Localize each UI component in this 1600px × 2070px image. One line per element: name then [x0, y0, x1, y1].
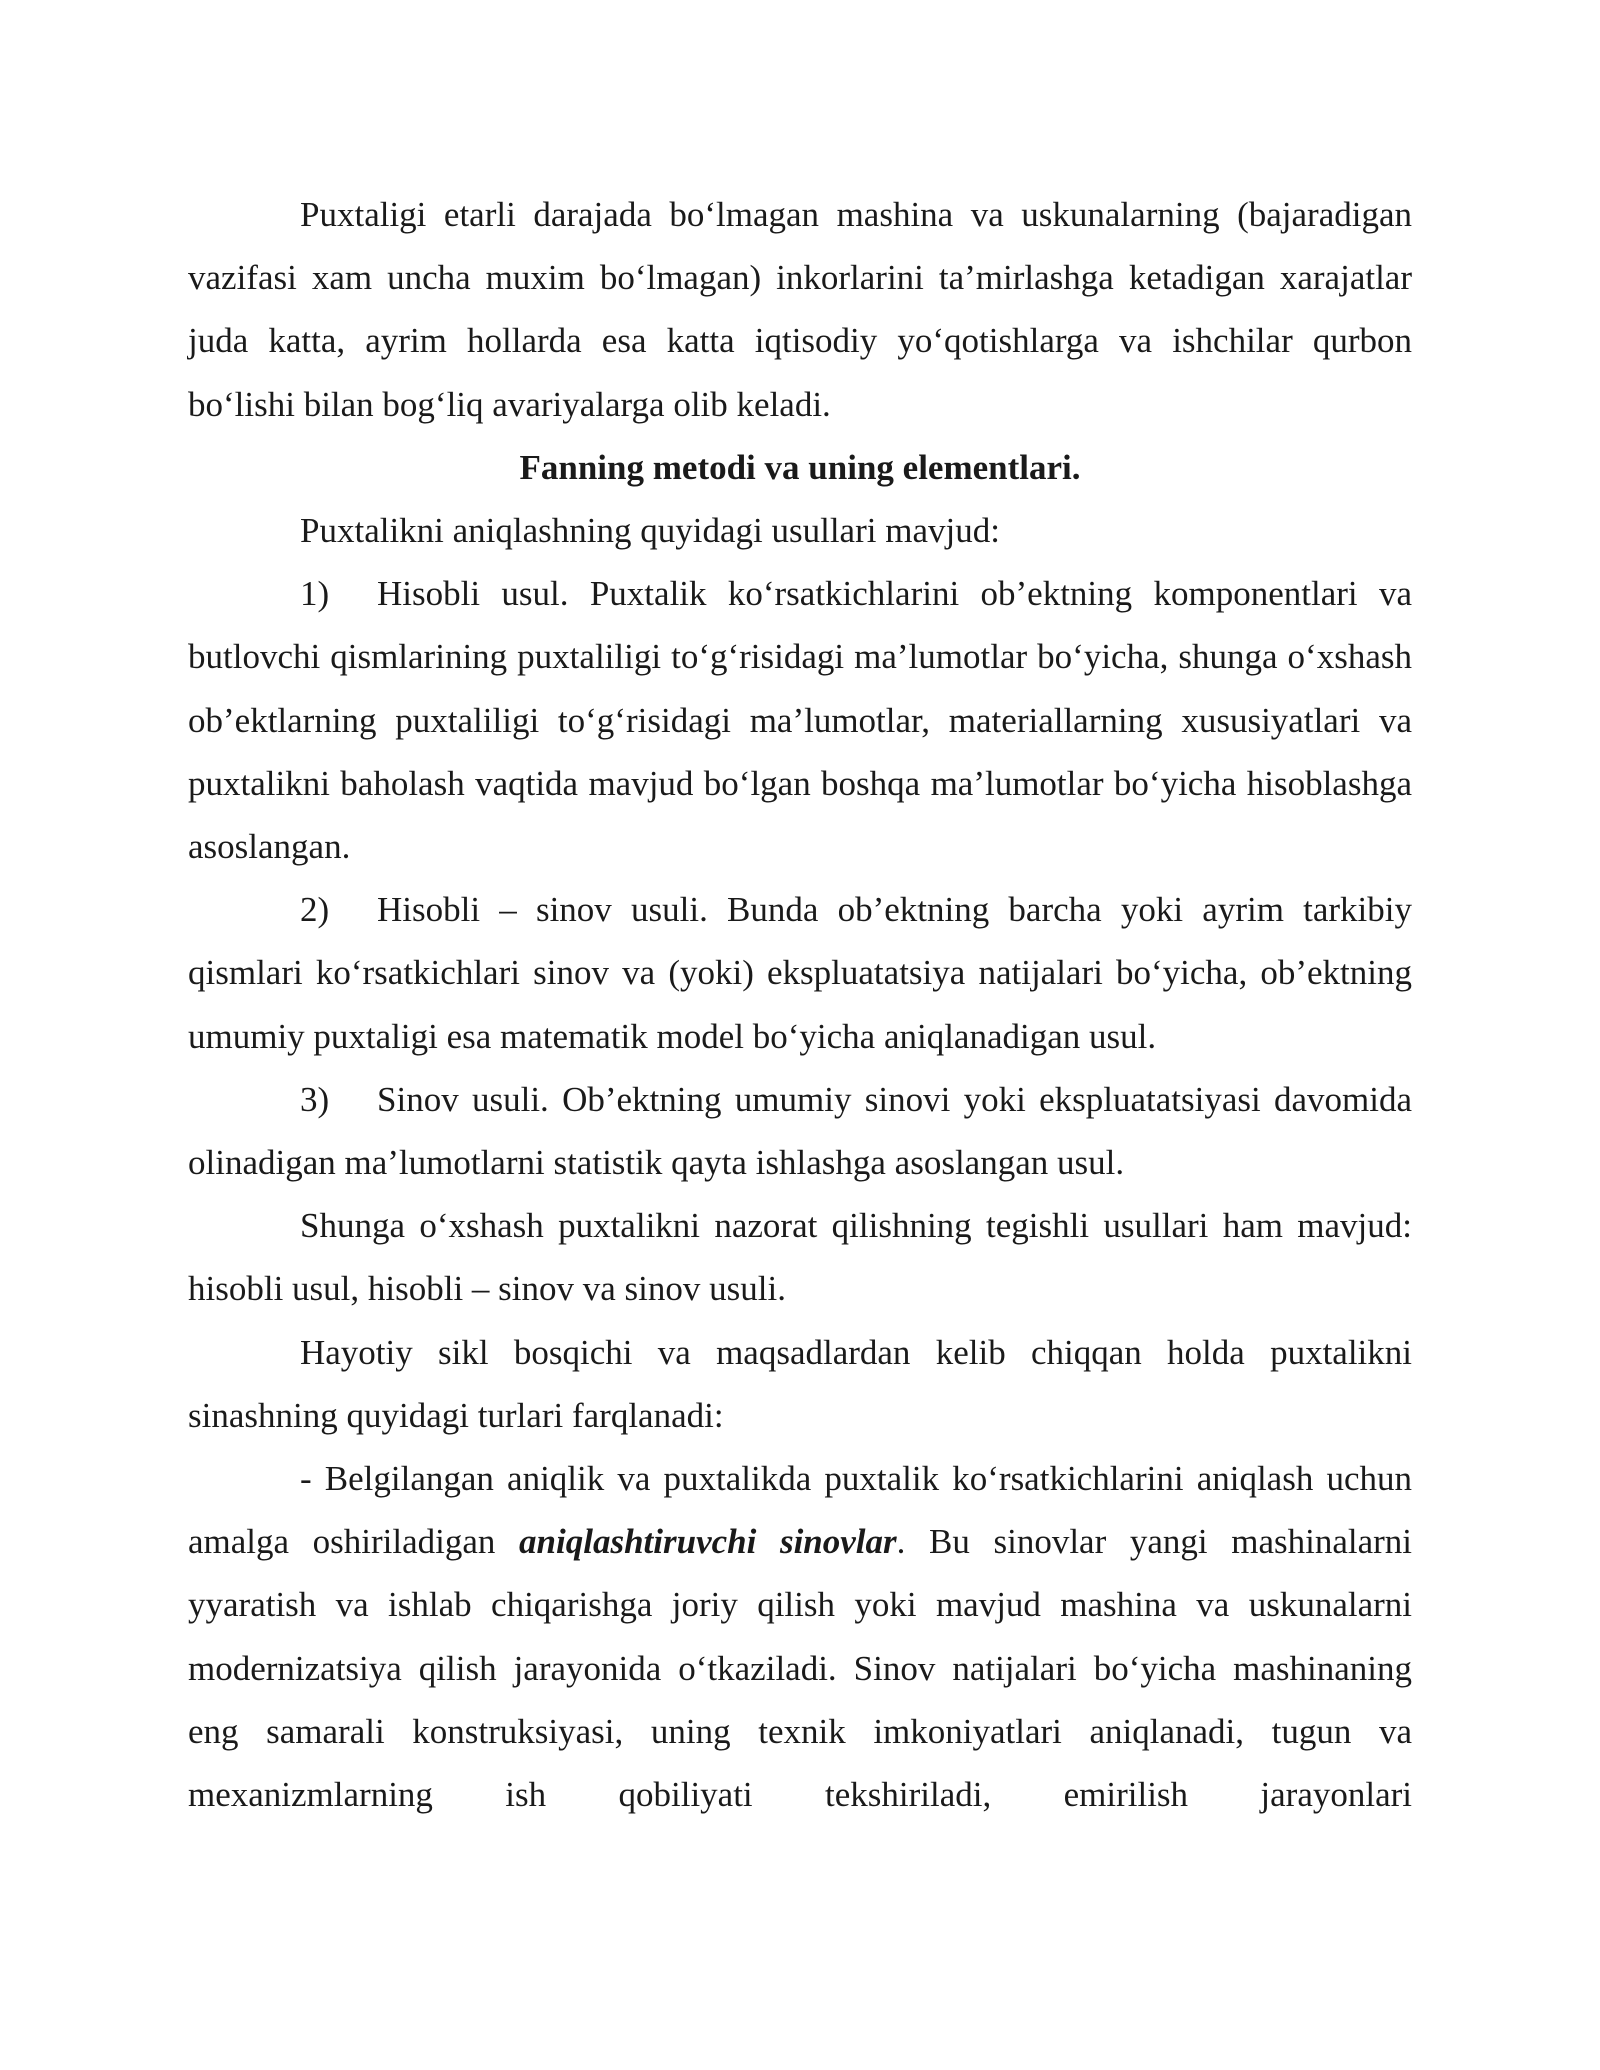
refining-tests-start: - Belgilangan aniqlik va puxtalikda puxtalik ko‘rsatkichlarini aniqlash uchun amalga oshiriladigan [188, 1459, 1412, 1562]
list-text-1: Hisobli usul. Puxtalik ko‘rsatkichlarini ob’ektning komponentlari va butlovchi qismlarining puxtaliligi to‘g‘risidagi ma’lumotlar bo‘yicha, shunga o‘xshash ob’ektlarning puxtaliligi to‘g‘risidagi ma’lumotlar, materiallarning xususiyatlari va puxtalikni baholash vaqtida mavjud bo‘lgan boshqa ma’lumotlar bo‘yicha hisoblashga asoslangan. [188, 574, 1412, 867]
refining-tests-term: aniqlashtiruvchi sinovlar [519, 1522, 897, 1562]
list-item-2 [188, 878, 1412, 1068]
list-number-3: 3) [300, 1079, 330, 1119]
list-number-1: 1) [300, 574, 330, 614]
paragraph-test-types: Hayotiy sikl bosqichi va maqsadlardan kelib chiqqan holda puxtalikni sinashning quyidagi turlari farqlanadi: [188, 1332, 1412, 1435]
list-text-3: Sinov usuli. Ob’ektning umumiy sinovi yoki ekspluatatsiyasi davomida olinadigan ma’lumotlarni statistik qayta ishlashga asoslangan usul. [188, 1079, 1412, 1183]
paragraph-control-methods: Shunga o‘xshash puxtalikni nazorat qilishning tegishli usullari ham mavjud: hisobli usul, hisobli – sinov va sinov usuli. [188, 1206, 1412, 1309]
list-item-3 [188, 1068, 1412, 1194]
paragraph-methods-intro: Puxtalikni aniqlashning quyidagi usullari mavjud: [300, 511, 1000, 551]
document-body [188, 183, 1412, 1826]
paragraph-refining-tests [188, 1447, 1412, 1826]
refining-tests-end: . Bu sinovlar yangi mashinalarni yyaratish va ishlab chiqarishga joriy qilish yoki mavjud mashina va uskunalarni modernizatsiya qilish jarayonida o‘tkaziladi. Sinov natijalari bo‘yicha mashinaning eng samarali konstruksiyasi, uning texnik imkoniyatlari aniqlanadi, tugun va mexanizmlarning ish qobiliyati tekshiriladi, emirilish jarayonlari [188, 1522, 1413, 1815]
list-number-2: 2) [300, 890, 330, 930]
list-text-2: Hisobli – sinov usuli. Bunda ob’ektning barcha yoki ayrim tarkibiy qismlari ko‘rsatkichlari sinov va (yoki) ekspluatatsiya natijalari bo‘yicha, ob’ektning umumiy puxtaligi esa matematik model bo‘yicha aniqlanadigan usul. [188, 890, 1412, 1056]
section-heading: Fanning metodi va uning elementlari. [519, 447, 1081, 487]
list-item-1 [188, 562, 1412, 878]
paragraph-intro: Puxtaligi etarli darajada bo‘lmagan mashina va uskunalarning (bajaradigan vazifasi xam uncha muxim bo‘lmagan) inkorlarini ta’mirlashga ketadigan xarajatlar juda katta, ayrim hollarda esa katta iqtisodiy yo‘qotishlarga va ishchilar qurbon bo‘lishi bilan bog‘liq avariyalarga olib keladi. [188, 195, 1412, 424]
